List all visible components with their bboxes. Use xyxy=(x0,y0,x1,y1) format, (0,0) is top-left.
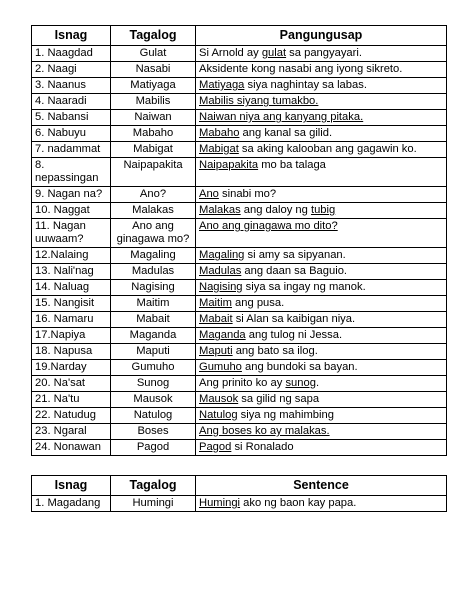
cell-isnag: 14. Naluag xyxy=(32,280,111,296)
cell-sentence xyxy=(196,142,447,158)
underlined-text: Mabigat xyxy=(199,143,239,155)
table-row xyxy=(32,142,447,158)
cell-sentence xyxy=(196,158,447,187)
cell-tagalog: Gumuho xyxy=(111,360,196,376)
underlined-text: gulat xyxy=(261,47,287,59)
underlined-text: Nagising xyxy=(199,281,243,293)
cell-tagalog: Naipapakita xyxy=(111,158,196,187)
underlined-text: Madulas xyxy=(199,265,242,277)
header-isnag: Isnag xyxy=(32,476,111,496)
underlined-text: Naiwan niya ang kanyang pitaka. xyxy=(199,111,364,123)
cell-isnag: 3. Naanus xyxy=(32,78,111,94)
underlined-text: Pagod xyxy=(199,441,232,453)
sentence-text: si Ronalado xyxy=(231,441,294,453)
underlined-text: Maganda xyxy=(199,329,246,341)
cell-isnag: 11. Nagan uuwaam? xyxy=(32,219,111,248)
sentence-text: sa pangyayari. xyxy=(286,47,362,59)
underlined-text: Malakas xyxy=(199,204,241,216)
cell-tagalog: Boses xyxy=(111,424,196,440)
header-isnag: Isnag xyxy=(32,26,111,46)
sentence-text: sinabi mo? xyxy=(218,188,277,200)
sentence-text: sa aking kalooban ang gagawin ko. xyxy=(238,143,417,155)
cell-sentence xyxy=(196,110,447,126)
cell-tagalog: Gulat xyxy=(111,46,196,62)
cell-sentence xyxy=(196,496,447,512)
header-sentence: Sentence xyxy=(196,476,447,496)
cell-sentence xyxy=(196,408,447,424)
sentence-text: ako ng baon kay papa. xyxy=(240,497,357,509)
cell-isnag: 19.Narday xyxy=(32,360,111,376)
cell-sentence xyxy=(196,94,447,110)
cell-tagalog: Mabilis xyxy=(111,94,196,110)
cell-sentence xyxy=(196,264,447,280)
table-row xyxy=(32,408,447,424)
table-row xyxy=(32,264,447,280)
cell-sentence xyxy=(196,62,447,78)
sentence-text: Ang prinito ko ay xyxy=(199,377,286,389)
table-row xyxy=(32,46,447,62)
cell-sentence xyxy=(196,328,447,344)
table-header-row xyxy=(32,476,447,496)
cell-isnag: 13. Nali'nag xyxy=(32,264,111,280)
cell-isnag: 22. Natudug xyxy=(32,408,111,424)
header-tagalog: Tagalog xyxy=(111,26,196,46)
cell-isnag: 20. Na'sat xyxy=(32,376,111,392)
table-row xyxy=(32,376,447,392)
cell-tagalog: Nagising xyxy=(111,280,196,296)
cell-isnag: 18. Napusa xyxy=(32,344,111,360)
underlined-text: Gumuho xyxy=(199,361,242,373)
underlined-text: Ang boses ko ay malakas. xyxy=(199,425,330,437)
underlined-text: Humingi xyxy=(199,497,241,509)
table-row xyxy=(32,94,447,110)
cell-isnag: 17.Napiya xyxy=(32,328,111,344)
cell-sentence xyxy=(196,187,447,203)
cell-isnag: 5. Nabansi xyxy=(32,110,111,126)
cell-sentence xyxy=(196,376,447,392)
underlined-text: Mabaho xyxy=(199,127,240,139)
table-row xyxy=(32,360,447,376)
cell-tagalog: Ano ang ginagawa mo? xyxy=(111,219,196,248)
cell-tagalog: Maitim xyxy=(111,296,196,312)
table-row xyxy=(32,110,447,126)
cell-isnag: 8. nepassingan xyxy=(32,158,111,187)
underlined-text: sunog xyxy=(285,377,316,389)
table-row xyxy=(32,440,447,456)
cell-tagalog: Naiwan xyxy=(111,110,196,126)
cell-tagalog: Magaling xyxy=(111,248,196,264)
table-row xyxy=(32,496,447,512)
table-row xyxy=(32,296,447,312)
cell-isnag: 16. Namaru xyxy=(32,312,111,328)
cell-sentence xyxy=(196,344,447,360)
sentence-text: siya ng mahimbing xyxy=(237,409,334,421)
cell-tagalog: Maganda xyxy=(111,328,196,344)
table-row xyxy=(32,126,447,142)
table-row xyxy=(32,424,447,440)
underlined-text: Natulog xyxy=(199,409,238,421)
table-row xyxy=(32,187,447,203)
cell-isnag: 2. Naagi xyxy=(32,62,111,78)
cell-sentence xyxy=(196,312,447,328)
table-row xyxy=(32,203,447,219)
cell-tagalog: Ano? xyxy=(111,187,196,203)
table-body xyxy=(32,496,447,512)
table-row xyxy=(32,312,447,328)
table-body xyxy=(32,46,447,456)
cell-isnag: 9. Nagan na? xyxy=(32,187,111,203)
cell-isnag: 24. Nonawan xyxy=(32,440,111,456)
underlined-text: Matiyaga xyxy=(199,79,245,91)
sentence-table xyxy=(31,475,447,512)
table-row xyxy=(32,62,447,78)
cell-sentence xyxy=(196,203,447,219)
cell-isnag: 15. Nangisit xyxy=(32,296,111,312)
sentence-text: Si Arnold ay xyxy=(199,47,262,59)
sentence-text: Aksidente kong nasabi ang iyong sikreto. xyxy=(199,63,403,75)
cell-tagalog: Mausok xyxy=(111,392,196,408)
table-row xyxy=(32,392,447,408)
table-row xyxy=(32,158,447,187)
sentence-text: mo ba talaga xyxy=(258,159,326,171)
cell-tagalog: Malakas xyxy=(111,203,196,219)
sentence-text: ang daan sa Baguio. xyxy=(241,265,348,277)
cell-sentence xyxy=(196,296,447,312)
sentence-text: ang bundoki sa bayan. xyxy=(241,361,358,373)
cell-isnag: 10. Naggat xyxy=(32,203,111,219)
cell-isnag: 1. Magadang xyxy=(32,496,111,512)
cell-tagalog: Sunog xyxy=(111,376,196,392)
underlined-text: Ano ang ginagawa mo dito? xyxy=(199,220,338,232)
cell-sentence xyxy=(196,126,447,142)
underlined-text: Mabait xyxy=(199,313,233,325)
header-pangungusap: Pangungusap xyxy=(196,26,447,46)
sentence-text: ang kanal sa gilid. xyxy=(239,127,333,139)
cell-isnag: 6. Nabuyu xyxy=(32,126,111,142)
cell-sentence xyxy=(196,424,447,440)
cell-sentence xyxy=(196,440,447,456)
sentence-text: ang bato sa ilog. xyxy=(232,345,318,357)
cell-tagalog: Nasabi xyxy=(111,62,196,78)
table-row xyxy=(32,219,447,248)
cell-tagalog: Pagod xyxy=(111,440,196,456)
cell-isnag: 1. Naagdad xyxy=(32,46,111,62)
table-row xyxy=(32,328,447,344)
sentence-text: si Alan sa kaibigan niya. xyxy=(232,313,356,325)
underlined-text: tubig xyxy=(310,204,336,216)
cell-sentence xyxy=(196,280,447,296)
cell-isnag: 7. nadammat xyxy=(32,142,111,158)
cell-sentence xyxy=(196,392,447,408)
cell-tagalog: Mabaho xyxy=(111,126,196,142)
cell-sentence xyxy=(196,78,447,94)
cell-tagalog: Matiyaga xyxy=(111,78,196,94)
cell-sentence xyxy=(196,248,447,264)
cell-sentence xyxy=(196,360,447,376)
sentence-text: ang pusa. xyxy=(231,297,285,309)
cell-isnag: 21. Na'tu xyxy=(32,392,111,408)
sentence-text: ang tulog ni Jessa. xyxy=(245,329,343,341)
underlined-text: Mabilis siyang tumakbo. xyxy=(199,95,319,107)
cell-isnag: 23. Ngaral xyxy=(32,424,111,440)
table-row xyxy=(32,280,447,296)
underlined-text: Naipapakita xyxy=(199,159,259,171)
table-row xyxy=(32,344,447,360)
underlined-text: Mausok xyxy=(199,393,239,405)
table-header-row xyxy=(32,26,447,46)
sentence-text: si amy sa sipyanan. xyxy=(244,249,346,261)
cell-sentence xyxy=(196,219,447,248)
cell-isnag: 4. Naaradi xyxy=(32,94,111,110)
cell-tagalog: Mabait xyxy=(111,312,196,328)
sentence-text: siya naghintay sa labas. xyxy=(244,79,367,91)
table-row xyxy=(32,248,447,264)
cell-tagalog: Humingi xyxy=(111,496,196,512)
sentence-text: siya sa ingay ng manok. xyxy=(242,281,366,293)
cell-tagalog: Maputi xyxy=(111,344,196,360)
cell-sentence xyxy=(196,46,447,62)
underlined-text: Ano xyxy=(199,188,219,200)
cell-isnag: 12.Nalaing xyxy=(32,248,111,264)
underlined-text: Maputi xyxy=(199,345,233,357)
cell-tagalog: Natulog xyxy=(111,408,196,424)
sentence-text: sa gilid ng sapa xyxy=(238,393,320,405)
header-tagalog: Tagalog xyxy=(111,476,196,496)
underlined-text: Magaling xyxy=(199,249,245,261)
table-row xyxy=(32,78,447,94)
vocabulary-table xyxy=(31,25,447,456)
underlined-text: Maitim xyxy=(199,297,232,309)
cell-tagalog: Mabigat xyxy=(111,142,196,158)
sentence-text: . xyxy=(315,377,320,389)
cell-tagalog: Madulas xyxy=(111,264,196,280)
sentence-text: ang daloy ng xyxy=(240,204,311,216)
